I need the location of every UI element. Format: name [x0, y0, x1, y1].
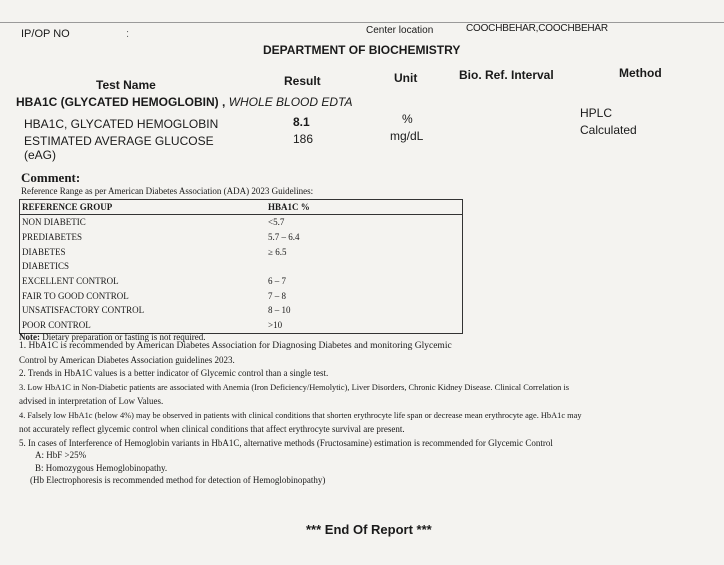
test-group-specimen: WHOLE BLOOD EDTA	[228, 95, 353, 109]
note-line-1: 1. HbA1C is recommended by American Diabetes Association for Diagnosing Diabetes and monitoring Glycemic	[19, 341, 452, 351]
result-method-eag: Calculated	[580, 123, 637, 137]
note-line-8: 5. In cases of Interference of Hemoglobin variants in HbA1C, alternative methods (Fructosamine) estimation is recommended for Glycemic Control	[19, 438, 553, 448]
ref-value-cell: 5.7 – 6.4	[268, 232, 300, 243]
note-first-text: Dietary preparation or fasting is not required.	[42, 332, 206, 342]
note-line-9: A: HbF >25%	[35, 450, 87, 460]
end-of-report: *** End Of Report ***	[306, 522, 432, 537]
col-method: Method	[619, 66, 662, 80]
col-result: Result	[284, 74, 321, 88]
ref-header-group: REFERENCE GROUP	[20, 200, 267, 215]
ref-group-cell: UNSATISFACTORY CONTROL	[22, 305, 145, 316]
note-line-11: (Hb Electrophoresis is recommended method for detection of Hemoglobinopathy)	[30, 475, 326, 485]
ref-value-cell: 7 – 8	[268, 290, 286, 301]
comment-reference-line: Reference Range as per American Diabetes Association (ADA) 2023 Guidelines:	[21, 186, 314, 196]
ref-group-cell: FAIR TO GOOD CONTROL	[22, 290, 129, 301]
note-line-3: 2. Trends in HbA1C values is a better indicator of Glycemic control than a single test.	[19, 368, 329, 378]
col-unit: Unit	[394, 71, 418, 85]
test-group-name: HBA1C (GLYCATED HEMOGLOBIN) ,	[16, 95, 226, 109]
note-label: Note:	[19, 332, 40, 342]
note-line-5: advised in interpretation of Low Values.	[19, 396, 164, 406]
result-name-eag-suffix: (eAG)	[24, 148, 57, 162]
ref-value-cell: 6 – 7	[268, 276, 286, 287]
ref-header-hba1c: HBA1C %	[266, 200, 463, 215]
ref-value-cell: 8 – 10	[268, 305, 291, 316]
ipop-separator: :	[126, 28, 130, 40]
center-location-label: Center location	[366, 25, 434, 36]
reference-range-table	[19, 199, 463, 334]
table-row	[20, 230, 463, 245]
table-row	[20, 303, 463, 318]
header-top-rule	[0, 22, 724, 23]
ref-group-cell: EXCELLENT CONTROL	[22, 276, 119, 287]
col-ref-interval: Bio. Ref. Interval	[459, 68, 554, 82]
result-name-hba1c: HBA1C, GLYCATED HEMOGLOBIN	[24, 117, 219, 131]
result-unit-hba1c: %	[402, 112, 413, 126]
col-test-name: Test Name	[96, 78, 156, 92]
result-method-hba1c: HPLC	[580, 106, 613, 120]
ref-group-cell: DIABETES	[22, 246, 66, 257]
result-unit-eag: mg/dL	[390, 129, 424, 143]
table-row	[20, 244, 463, 259]
result-value-hba1c: 8.1	[293, 115, 310, 129]
ref-group-cell: PREDIABETES	[22, 232, 83, 243]
note-line-2: Control by American Diabetes Association guidelines 2023.	[19, 355, 235, 365]
ref-value-cell: >10	[268, 320, 283, 331]
ipop-label: IP/OP NO	[21, 28, 70, 40]
test-group-title	[16, 95, 352, 109]
center-location-value: COOCHBEHAR,COOCHBEHAR	[466, 23, 608, 34]
ref-group-cell: NON DIABETIC	[22, 217, 86, 228]
note-line-4: 3. Low HbA1C in Non-Diabetic patients are associated with Anemia (Iron Deficiency/Hemolytic), Liver Disorders, Chronic Kidney Disease. Clinical Correlation is	[19, 383, 570, 392]
ref-value-cell: ≥ 6.5	[268, 246, 287, 257]
table-row	[20, 274, 463, 289]
ref-group-cell: POOR CONTROL	[22, 320, 91, 331]
note-line-7: not accurately reflect glycemic control when clinical conditions that affect erythrocyte survival are present.	[19, 424, 405, 434]
ref-value-cell	[266, 259, 463, 274]
department-title: DEPARTMENT OF BIOCHEMISTRY	[263, 43, 461, 57]
table-row	[20, 259, 463, 274]
result-name-eag: ESTIMATED AVERAGE GLUCOSE	[24, 134, 214, 148]
table-row	[20, 288, 463, 303]
note-line-10: B: Homozygous Hemoglobinopathy.	[35, 463, 168, 473]
ref-value-cell: <5.7	[268, 217, 285, 228]
note-line-6: 4. Falsely low HbA1c (below 4%) may be observed in patients with clinical conditions that shorten erythrocyte life span or decrease mean erythrocyte age. HbA1c may	[19, 411, 582, 420]
ref-group-cell: DIABETICS	[22, 261, 69, 272]
reference-table-header	[20, 200, 463, 215]
result-value-eag: 186	[293, 132, 314, 146]
table-row	[20, 215, 463, 230]
comment-title: Comment:	[21, 170, 81, 185]
